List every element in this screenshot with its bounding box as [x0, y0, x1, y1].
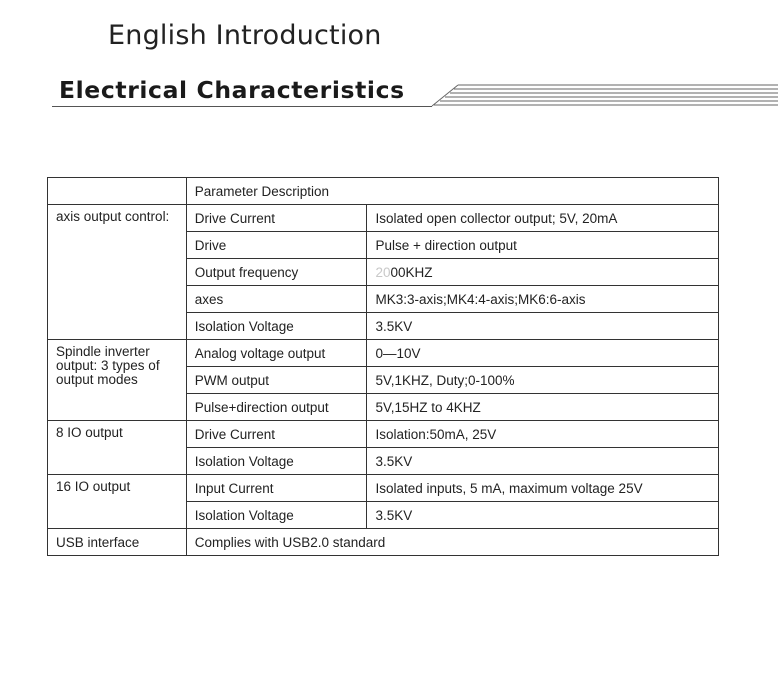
- table-row: [48, 421, 719, 448]
- group-label-8-io-output: 8 IO output: [48, 421, 187, 475]
- value-cell: Isolated open collector output; 5V, 20mA: [367, 205, 719, 232]
- table-row: [48, 205, 719, 232]
- param-cell: Isolation Voltage: [186, 502, 367, 529]
- table-row: [48, 475, 719, 502]
- param-cell: Pulse+direction output: [186, 394, 367, 421]
- value-cell: [367, 259, 719, 286]
- group-label-axis-output-control: axis output control:: [48, 205, 187, 340]
- value-text: 00KHZ: [390, 264, 433, 280]
- param-cell: Drive: [186, 232, 367, 259]
- value-cell: 3.5KV: [367, 313, 719, 340]
- section-title: Electrical Characteristics: [59, 76, 405, 104]
- heading-underline: [52, 106, 432, 107]
- param-cell: Input Current: [186, 475, 367, 502]
- electrical-characteristics-table: [47, 177, 719, 556]
- header-cell-empty: [48, 178, 187, 205]
- param-cell: Drive Current: [186, 421, 367, 448]
- group-label-16-io-output: 16 IO output: [48, 475, 187, 529]
- value-cell: 0—10V: [367, 340, 719, 367]
- table-row: [48, 340, 719, 367]
- table-header-row: [48, 178, 719, 205]
- group-label-spindle-inverter-output: Spindle inverter output: 3 types of output modes: [48, 340, 187, 421]
- value-cell: Isolation:50mA, 25V: [367, 421, 719, 448]
- param-cell: PWM output: [186, 367, 367, 394]
- header-cell-parameter-description: Parameter Description: [186, 178, 718, 205]
- value-cell: 3.5KV: [367, 448, 719, 475]
- param-cell: Isolation Voltage: [186, 313, 367, 340]
- param-cell: Analog voltage output: [186, 340, 367, 367]
- param-cell: Drive Current: [186, 205, 367, 232]
- value-cell: 5V,15HZ to 4KHZ: [367, 394, 719, 421]
- value-cell: Isolated inputs, 5 mA, maximum voltage 25V: [367, 475, 719, 502]
- param-cell: Isolation Voltage: [186, 448, 367, 475]
- value-cell: MK3:3-axis;MK4:4-axis;MK6:6-axis: [367, 286, 719, 313]
- value-cell: 5V,1KHZ, Duty;0-100%: [367, 367, 719, 394]
- section-heading: [52, 76, 778, 110]
- param-cell: Output frequency: [186, 259, 367, 286]
- table-row: [48, 529, 719, 556]
- value-cell: 3.5KV: [367, 502, 719, 529]
- value-cell: Pulse + direction output: [367, 232, 719, 259]
- param-cell: axes: [186, 286, 367, 313]
- group-label-usb-interface: USB interface: [48, 529, 187, 556]
- page-title: English Introduction: [108, 20, 382, 51]
- heading-decoration-lines: [430, 80, 778, 107]
- value-cell: Complies with USB2.0 standard: [186, 529, 718, 556]
- value-faded-prefix: 20: [375, 264, 391, 280]
